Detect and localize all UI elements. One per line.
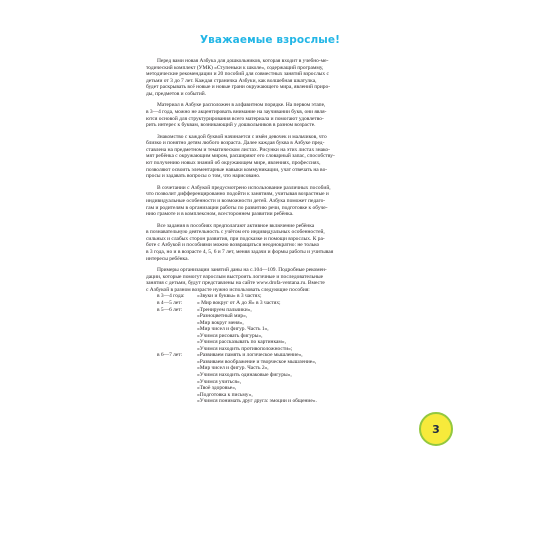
text-line: близко и понятно детям любого возраста. Далее каждая буква в Азбуке пред- xyxy=(146,140,325,147)
manual-title: «Подготовка к письму», xyxy=(197,391,253,398)
manual-title: «Учимся учиться», xyxy=(197,378,242,385)
text-line: в 3—4 года, можно не акцентировать внимание на заучивании букв, они явля- xyxy=(146,109,327,116)
manual-title: «Разноцветный мир», xyxy=(197,313,248,320)
paragraph-alphabet-order xyxy=(146,102,394,128)
manual-title: «Звуки и буквы» в 3 частях; xyxy=(197,293,262,300)
text-line: Примеры организации занятий даны на с.104—109. Подробные рекомен- xyxy=(157,267,327,274)
manual-title: «Развиваем память и логическое мышление», xyxy=(197,352,303,359)
manual-title: «Учимся рисовать фигуры», xyxy=(197,332,263,339)
manual-title: «Твоё здоровье», xyxy=(197,385,237,392)
text-line: занятия с детьми, будут представлены на сайте www.drofa-ventana.ru. Вместе xyxy=(146,280,325,287)
text-line: Перед вами новая Азбука для дошкольников, которая входит в учебно-ме- xyxy=(157,58,329,64)
paragraph-examples xyxy=(146,267,394,293)
text-line: рить интерес к буквам, возникающий у дошкольников в разном возрасте. xyxy=(146,122,316,129)
manual-title: «Учимся находить одинаковые фигуры», xyxy=(197,372,292,378)
page-number-badge xyxy=(419,412,453,446)
page-number: 3 xyxy=(432,422,440,436)
manual-title: «Учимся находить противоположности»; xyxy=(197,345,293,352)
paragraph-intro xyxy=(146,58,394,97)
text-line: Материал в Азбуке расположен в алфавитном порядке. На первом этапе, xyxy=(157,102,326,109)
manual-title: «Развиваем воображение и творческое мышление», xyxy=(197,358,317,365)
text-line: индивидуальные особенности и возможности детей. Азбука поможет педаго- xyxy=(146,197,326,204)
text-line: боте с Азбукой и пособиями можно возвращаться неоднократно: не только xyxy=(146,242,320,249)
text-line: дации, которые помогут взрослым выстроить логичные и последовательные xyxy=(146,273,324,280)
text-line: ют получению новых знаний об окружающем мире, явлениях, профессиях, xyxy=(146,160,321,167)
text-line: мят ребёнка с окружающим миром, расширяют его словарный запас, способству- xyxy=(146,153,335,160)
text-line: что позволит дифференцированно подойти к занятиям, учитывая возрастные и xyxy=(146,191,329,198)
text-line: В сочетании с Азбукой предусмотрено использование различных пособий, xyxy=(157,184,331,191)
text-line: ставлена на предметном и тематическом листах. Рисунки на этих листах знако- xyxy=(146,146,330,153)
text-line: просы и задавать вопросы о том, что нарисовано. xyxy=(146,173,261,180)
text-line: с Азбукой в разном возрасте нужно использовать следующие пособия: xyxy=(146,286,310,293)
text-line: в 3 года, но и в возрасте 4, 5, 6 и 7 лет, меняя задачи и формы работы и учитывая xyxy=(146,248,334,255)
text-line: Все задания в пособиях предполагают активное включение ребёнка xyxy=(157,222,315,229)
text-line: будет раскрывать всё новые и новые грани окружающего мира, явлений приро- xyxy=(146,84,331,91)
list-item xyxy=(146,398,394,405)
paragraph-manuals-use xyxy=(146,185,394,218)
text-line: тодический комплект (УМК) «Ступеньки к школе», содержащий программу, xyxy=(146,64,324,71)
paragraph-tasks xyxy=(146,223,394,262)
manual-title: «Мир чисел и фигур. Часть 1», xyxy=(197,326,269,333)
manual-title: «Мир чисел и фигур. Часть 2», xyxy=(197,365,269,372)
text-line: сильных и слабых сторон развития, при подсказке и помощи взрослых. К ра- xyxy=(146,235,325,242)
age-label: в 6—7 лет: xyxy=(157,352,183,359)
text-line: нию грамоте и в комплексном, всестороннем развитии ребёнка. xyxy=(146,211,294,218)
age-label xyxy=(146,398,197,405)
manual-title: «Учимся понимать друг друга: эмоции и общение». xyxy=(197,398,317,405)
paragraph-letters xyxy=(146,134,394,180)
manual-title: « Мир вокруг от А до Я» в 3 частях; xyxy=(197,299,281,306)
text-line: позволяют освоить элементарные навыки коммуникации, учат отвечать на во- xyxy=(146,166,328,173)
age-label: в 3—4 года: xyxy=(157,293,185,300)
text-line: Знакомство с каждой буквой начинается с имён девочек и мальчиков, что xyxy=(157,133,327,140)
age-label: в 5—6 лет: xyxy=(157,306,183,313)
manuals-list xyxy=(146,293,394,404)
text-line: методические рекомендации и 20 пособий для совместных занятий взрослых с xyxy=(146,71,329,78)
text-line: интересы ребёнка. xyxy=(146,255,189,262)
text-line: в познавательную деятельность с учётом его индивидуальных особенностей, xyxy=(146,229,325,236)
body-text xyxy=(146,58,394,405)
text-line: ются основой для структурирования всего материала и помогают удовлетво- xyxy=(146,115,324,122)
page-title: Уважаемые взрослые! xyxy=(199,34,341,46)
text-line: детьми от 3 до 7 лет. Каждая страничка Азбуки, как волшебная шкатулка, xyxy=(146,77,317,84)
text-line: гам и родителям в организации работы по развитию речи, подготовке к обуче- xyxy=(146,204,328,211)
age-label: в 4—5 лет: xyxy=(157,299,183,306)
manual-title: «Тренируем пальчики», xyxy=(197,306,252,313)
text-line: ды, предметов и событий. xyxy=(146,90,207,97)
manual-title: «Учимся рассказывать по картинкам», xyxy=(197,339,286,346)
manual-title: «Мир вокруг меня», xyxy=(197,319,244,326)
